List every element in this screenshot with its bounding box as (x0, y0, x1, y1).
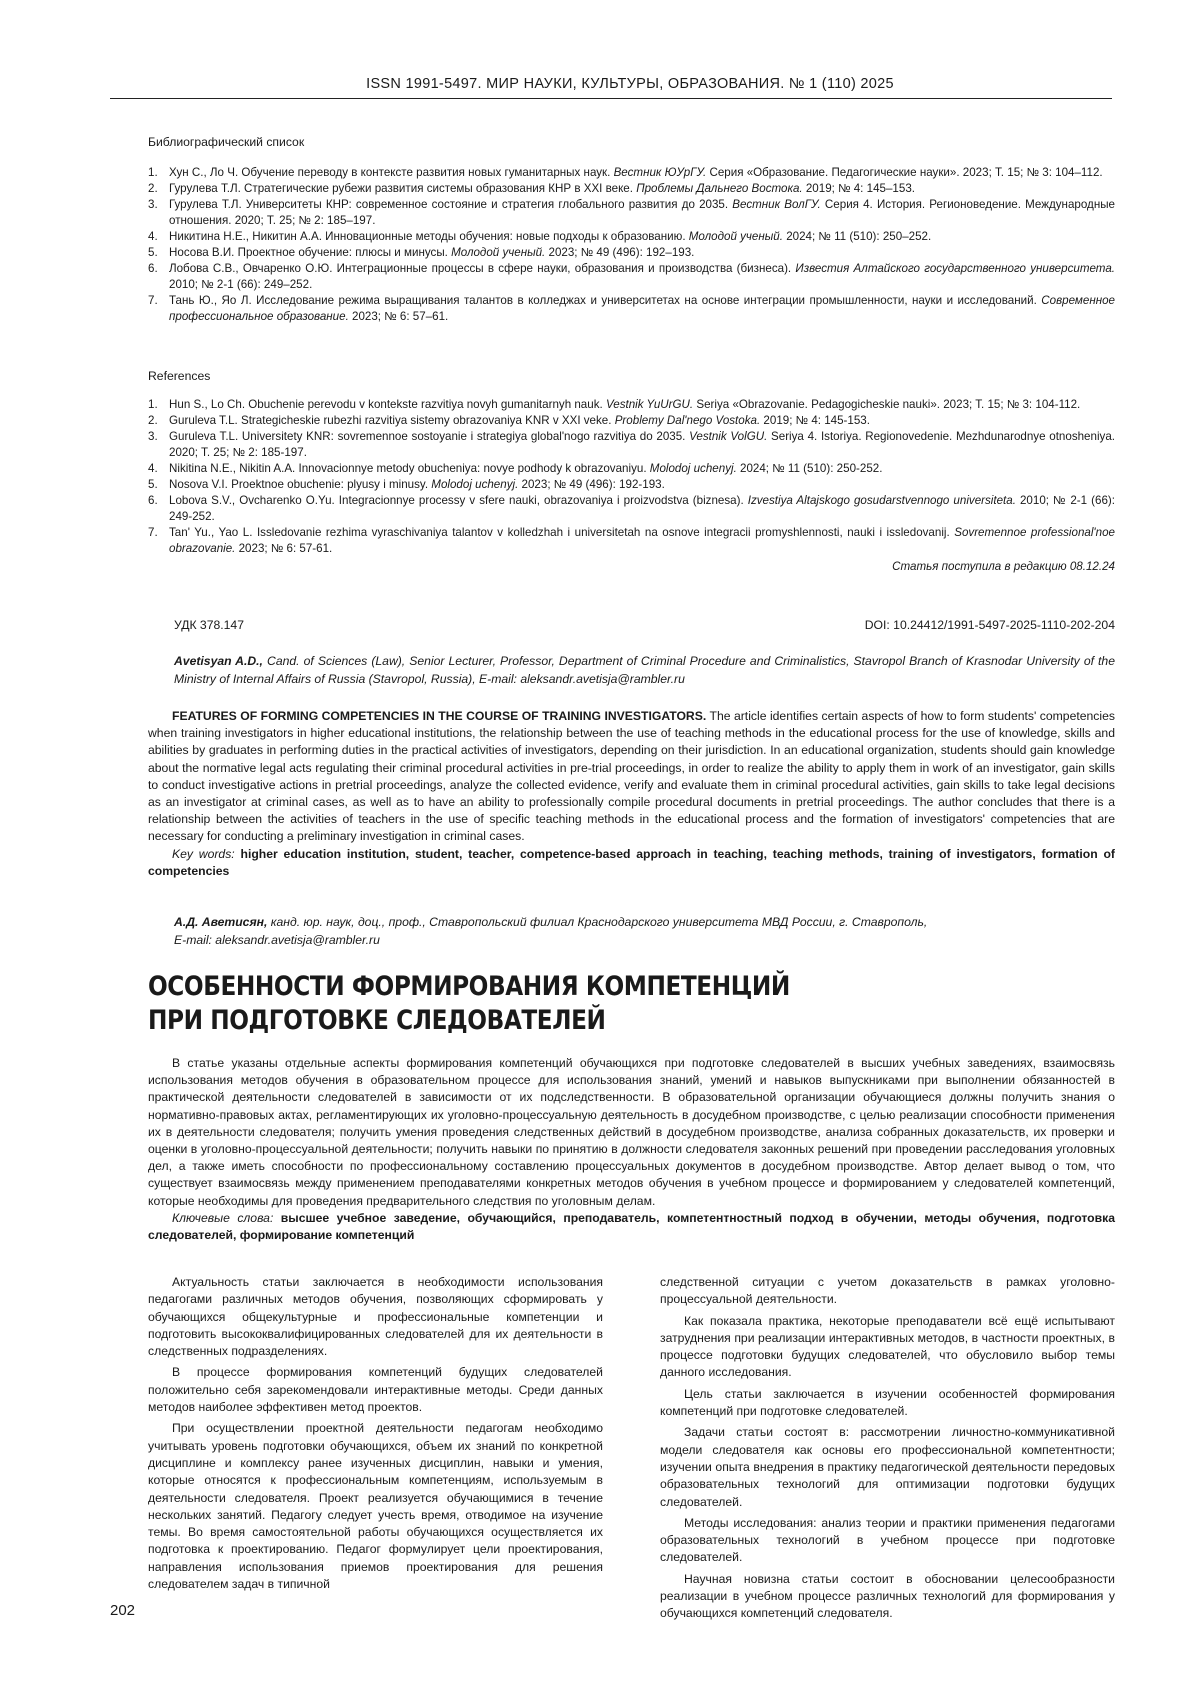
reference-item-authors: Guruleva T.L. Universitety KNR: sovremennoe sostoyanie i strategiya global'nogo razvitiya do 2035. (169, 430, 689, 443)
title-en: FEATURES OF FORMING COMPETENCIES IN THE COURSE OF TRAINING INVESTIGATORS. (172, 709, 706, 723)
keywords-ru-label: Ключевые слова: (172, 1211, 273, 1225)
reference-item-source: Vestnik VolGU. (689, 430, 767, 443)
reference-item (148, 477, 1115, 493)
reference-item-number: 1. (148, 397, 158, 413)
body-paragraph: В процессе формирования компетенций будущих следователей положительно себя зарекомендовали интерактивные методы. Среди данных методов наиболее эффективен метод проектов. (148, 1364, 603, 1416)
reference-item-authors: Guruleva T.L. Strategicheskie rubezhi razvitiya sistemy obrazovaniya KNR v XXI veke. (169, 414, 615, 427)
bibliography-item-number: 5. (148, 245, 158, 261)
reference-item-authors: Nikitina N.E., Nikitin A.A. Innovacionnye metody obucheniya: novye podhody k obrazovaniyu. (169, 462, 650, 475)
body-paragraph: Научная новизна статьи состоит в обосновании целесообразности реализации в учебном процессе различных технологий для формирования у обучающихся компетенций следователя. (660, 1571, 1115, 1623)
reference-item-details: Seriya 4. Istoriya. Regionovedenie. Mezhdunarodnye otnosheniya. 2020; T. 25; № 2: 185-197. (169, 430, 1115, 459)
body-paragraph: Задачи статьи состоят в: рассмотрении личностно-коммуникативной модели следователя как основы его профессиональной компетентности; изучении опыта внедрения в практику педагогической деятельности передовых образовательных технологий для оптимизации подготовки будущих следователей. (660, 1424, 1115, 1510)
abstract-ru-text: В статье указаны отдельные аспекты формирования компетенций обучающихся при подготовке следователей в высших учебных заведениях, взаимосвязь использования методов обучения в образовательном процессе для использования знаний, умений и навыков выпускниками при выполнении обязанностей в практической деятельности следователей в зависимости от их подследственности. В образовательной организации обучающиеся должны получить знания о нормативно-правовых актах, регламентирующих их уголовно-процессуальную деятельность в досудебном производстве, с целью реализации способности применения их в деятельности следователя; получить умения проведения следственных действий в досудебном производстве, анализа собранных доказательств, их проверки и оценки в уголовно-процессуальной деятельности; получить навыки по принятию в должности следователя законных решений при проведении расследования уголовных дел, а также иметь способности по профессиональному составлению процессуальных документов в досудебном производстве. Автор делает вывод о том, что существует взаимосвязь между применением преподавателями конкретных методов обучения в учебном процессе и формированием у следователей компетенций, которые необходимы для проведения предварительного следствия по уголовным делам. (148, 1055, 1115, 1210)
reference-item-number: 2. (148, 413, 158, 429)
bibliography-item-authors: Носова В.И. Проектное обучение: плюсы и минусы. (169, 246, 451, 259)
reference-item-source: Vestnik YuUrGU. (606, 398, 693, 411)
bibliography-item-source: Вестник ВолГУ. (732, 198, 820, 211)
bibliography-item (148, 245, 1115, 261)
author-en-name: Avetisyan A.D., (174, 654, 263, 668)
bibliography-item-source: Молодой ученый. (689, 230, 783, 243)
header-rule (110, 98, 1112, 99)
bibliography-item-details: Серия «Образование. Педагогические науки». 2023; Т. 15; № 3: 104–112. (706, 166, 1102, 179)
reference-item-details: 2010; № 2-1 (66): 249-252. (169, 494, 1115, 523)
bibliography-item-number: 2. (148, 181, 158, 197)
reference-item (148, 429, 1115, 461)
bibliography-item-authors: Никитина Н.Е., Никитин А.А. Инновационные методы обучения: новые подходы к образованию. (169, 230, 689, 243)
reference-item-number: 6. (148, 493, 158, 509)
reference-item (148, 493, 1115, 525)
bibliography-item-number: 3. (148, 197, 158, 213)
bibliography-item (148, 261, 1115, 293)
page-number: 202 (110, 1602, 135, 1619)
bibliography-item (148, 165, 1115, 181)
bibliography-item-details: 2019; № 4: 145–153. (803, 182, 915, 195)
running-head: ISSN 1991-5497. МИР НАУКИ, КУЛЬТУРЫ, ОБРАЗОВАНИЯ. № 1 (110) 2025 (330, 76, 930, 92)
reference-item-authors: Hun S., Lo Ch. Obuchenie perevodu v kontekste razvitiya novyh gumanitarnyh nauk. (169, 398, 606, 411)
reference-item-source: Molodoj uchenyj. (650, 462, 737, 475)
udk-code: УДК 378.147 (174, 618, 244, 632)
reference-item-details: 2024; № 11 (510): 250-252. (737, 462, 883, 475)
bibliography-item-authors: Тань Ю., Яо Л. Исследование режима выращивания талантов в колледжах и университетах на основе интеграции промышленности, науки и исследований. (169, 294, 1041, 307)
reference-item-authors: Nosova V.I. Proektnoe obuchenie: plyusy i minusy. (169, 478, 431, 491)
reference-item-authors: Lobova S.V., Ovcharenko O.Yu. Integracionnye processy v sfere nauki, obrazovaniya i proizvodstva (biznesa). (169, 494, 748, 507)
reference-item-details: 2019; № 4: 145-153. (760, 414, 870, 427)
body-paragraph: Цель статьи заключается в изучении особенностей формирования компетенций при подготовке следователей. (660, 1386, 1115, 1421)
bibliography-item-details: 2010; № 2-1 (66): 249–252. (169, 278, 312, 291)
reference-item-source: Molodoj uchenyj. (431, 478, 518, 491)
right-col-lead: следственной ситуации с учетом доказательств в рамках уголовно-процессуальной деятельности. (660, 1274, 1115, 1309)
author-ru-name: А.Д. Аветисян, (174, 915, 267, 929)
bibliography-item-source: Молодой ученый. (451, 246, 545, 259)
body-column-left (148, 1274, 603, 1597)
bibliography-item-source: Проблемы Дальнего Востока. (636, 182, 802, 195)
bibliography-item-details: 2024; № 11 (510): 250–252. (783, 230, 931, 243)
bibliography-item-number: 4. (148, 229, 158, 245)
body-paragraph: Актуальность статьи заключается в необходимости использования педагогами различных методов обучения, позволяющих сформировать у обучающихся общекультурные и профессиональные компетенции и подготовить высококвалифицированных следователей для их деятельности в следственных подразделениях. (148, 1274, 603, 1360)
reference-item-details: 2023; № 49 (496): 192-193. (518, 478, 665, 491)
bibliography-item-source: Вестник ЮУрГУ. (614, 166, 707, 179)
author-ru-affiliation: канд. юр. наук, доц., проф., Ставропольский филиал Краснодарского университета МВД России, г. Ставрополь, (267, 915, 927, 929)
doi: DOI: 10.24412/1991-5497-2025-1110-202-204 (865, 618, 1115, 632)
bibliography-item-authors: Хун С., Ло Ч. Обучение переводу в контексте развития новых гуманитарных наук. (169, 166, 614, 179)
bibliography-item (148, 181, 1115, 197)
abstract-ru (148, 1055, 1115, 1244)
reference-item-number: 4. (148, 461, 158, 477)
bibliography-item-authors: Лобова С.В., Овчаренко О.Ю. Интеграционные процессы в сфере науки, образования и производства (бизнеса). (169, 262, 795, 275)
title-ru-line-1: ОСОБЕННОСТИ ФОРМИРОВАНИЯ КОМПЕТЕНЦИЙ (148, 970, 790, 1004)
bibliography-title: Библиографический список (148, 135, 304, 149)
bibliography-item-number: 1. (148, 165, 158, 181)
bibliography-item (148, 293, 1115, 325)
author-ru-email: E-mail: aleksandr.avetisja@rambler.ru (174, 931, 1115, 949)
journal-page (0, 0, 1200, 1697)
reference-item-number: 5. (148, 477, 158, 493)
title-ru-line-2: ПРИ ПОДГОТОВКЕ СЛЕДОВАТЕЛЕЙ (148, 1004, 790, 1038)
reference-item-source: Sovremennoe professional'noe obrazovanie. (169, 526, 1115, 555)
body-paragraph: При осуществлении проектной деятельности педагогам необходимо учитывать уровень подготовки обучающихся, объем их знаний по конкретной дисциплине и комплексу ранее изученных дисциплин, навыки и умения, которые относятся к профессиональным компетенциям, используемым в деятельности следователя. Проект реализуется обучающимися в течение нескольких занятий. Педагогу следует учесть время, отводимое на изучение темы. Во время самостоятельной работы обучающихся осуществляется их подготовка к проектированию. Педагог формулирует цели проектирования, направления использования приемов проектирования для решения следователем задач в типичной (148, 1420, 603, 1593)
received-date: Статья поступила в редакцию 08.12.24 (892, 560, 1115, 573)
bibliography-list (148, 165, 1115, 325)
bibliography-item-authors: Гурулева Т.Л. Университеты КНР: современное состояние и стратегия глобального развития до 2035. (169, 198, 732, 211)
references-title: References (148, 369, 210, 383)
bibliography-item-source: Современное профессиональное образование. (169, 294, 1115, 323)
reference-item-details: 2023; № 6: 57-61. (235, 542, 332, 555)
reference-item-number: 3. (148, 429, 158, 445)
bibliography-item-authors: Гурулева Т.Л. Стратегические рубежи развития системы образования КНР в XXI веке. (169, 182, 636, 195)
reference-item-source: Izvestiya Altajskogo gosudarstvennogo universiteta. (748, 494, 1016, 507)
bibliography-item-source: Известия Алтайского государственного университета. (795, 262, 1115, 275)
reference-item (148, 397, 1115, 413)
author-ru (174, 913, 1115, 949)
bibliography-item-details: 2023; № 49 (496): 192–193. (545, 246, 694, 259)
bibliography-item (148, 197, 1115, 229)
bibliography-item-number: 7. (148, 293, 158, 309)
abstract-en (148, 708, 1115, 880)
reference-item-number: 7. (148, 525, 158, 541)
bibliography-item-number: 6. (148, 261, 158, 277)
reference-item-details: Seriya «Obrazovanie. Pedagogicheskie nauki». 2023; T. 15; № 3: 104-112. (693, 398, 1080, 411)
bibliography-item (148, 229, 1115, 245)
reference-item-authors: Tan' Yu., Yao L. Issledovanie rezhima vyraschivaniya talantov v kolledzhah i universitetah na osnove integracii promyshlennosti, nauki i issledovanij. (169, 526, 954, 539)
author-en (174, 652, 1115, 688)
references-list (148, 397, 1115, 557)
reference-item (148, 525, 1115, 557)
keywords-en-label: Key words: (172, 847, 235, 861)
body-paragraph: Как показала практика, некоторые преподаватели всё ещё испытывают затруднения при реализации интерактивных методов, в частности проектных, в процессе подготовки будущих следователей, что обусловило выбор темы данного исследования. (660, 1313, 1115, 1382)
body-column-right (660, 1274, 1115, 1627)
bibliography-item-details: Серия 4. История. Регионоведение. Международные отношения. 2020; Т. 25; № 2: 185–197. (169, 198, 1115, 227)
author-en-affiliation: Cand. of Sciences (Law), Senior Lecturer, Professor, Department of Criminal Procedure and Criminalistics, Stavropol Branch of Krasnodar University of the Ministry of Internal Affairs of Russia (Stavropol, Russia), E-mail: aleksandr.avetisja@rambler.ru (174, 654, 1115, 686)
article-title-ru (148, 970, 790, 1038)
keywords-en: higher education institution, student, teacher, competence-based approach in teaching, teaching methods, training of investigators, formation of competencies (148, 847, 1115, 878)
reference-item-source: Problemy Dal'nego Vostoka. (615, 414, 761, 427)
keywords-ru: высшее учебное заведение, обучающийся, преподаватель, компетентностный подход в обучении, методы обучения, подготовка следователей, формирование компетенций (148, 1211, 1115, 1242)
bibliography-item-details: 2023; № 6: 57–61. (349, 310, 448, 323)
reference-item (148, 461, 1115, 477)
body-paragraph: Методы исследования: анализ теории и практики применения педагогами образовательных технологий в учебном процессе при подготовке следователей. (660, 1515, 1115, 1567)
reference-item (148, 413, 1115, 429)
abstract-en-text: The article identifies certain aspects of how to form students' competencies when training investigators in higher educational institutions, the relationship between the use of teaching methods in the educational process for the use of knowledge, skills and abilities by graduates in performing duties in the practical activities of investigators, depending on their jurisdiction. In an educational organization, students should gain knowledge about the normative legal acts regulating their criminal procedural activities in pre-trial proceedings, in order to realize the ability to apply them in work of an investigator, gain skills to conduct investigative actions in pretrial proceedings, analyze the collected evidence, verify and evaluate them in criminal procedural activities, gain skills to take legal decisions as an investigator at criminal cases, as well as to have an ability to professionally compile procedural documents in pretrial proceedings. The author concludes that there is a relationship between the activities of teachers in the use of specific teaching methods in the educational process and the formation of investigators' competencies that are necessary for conducting a preliminary investigation in criminal cases. (148, 709, 1115, 843)
